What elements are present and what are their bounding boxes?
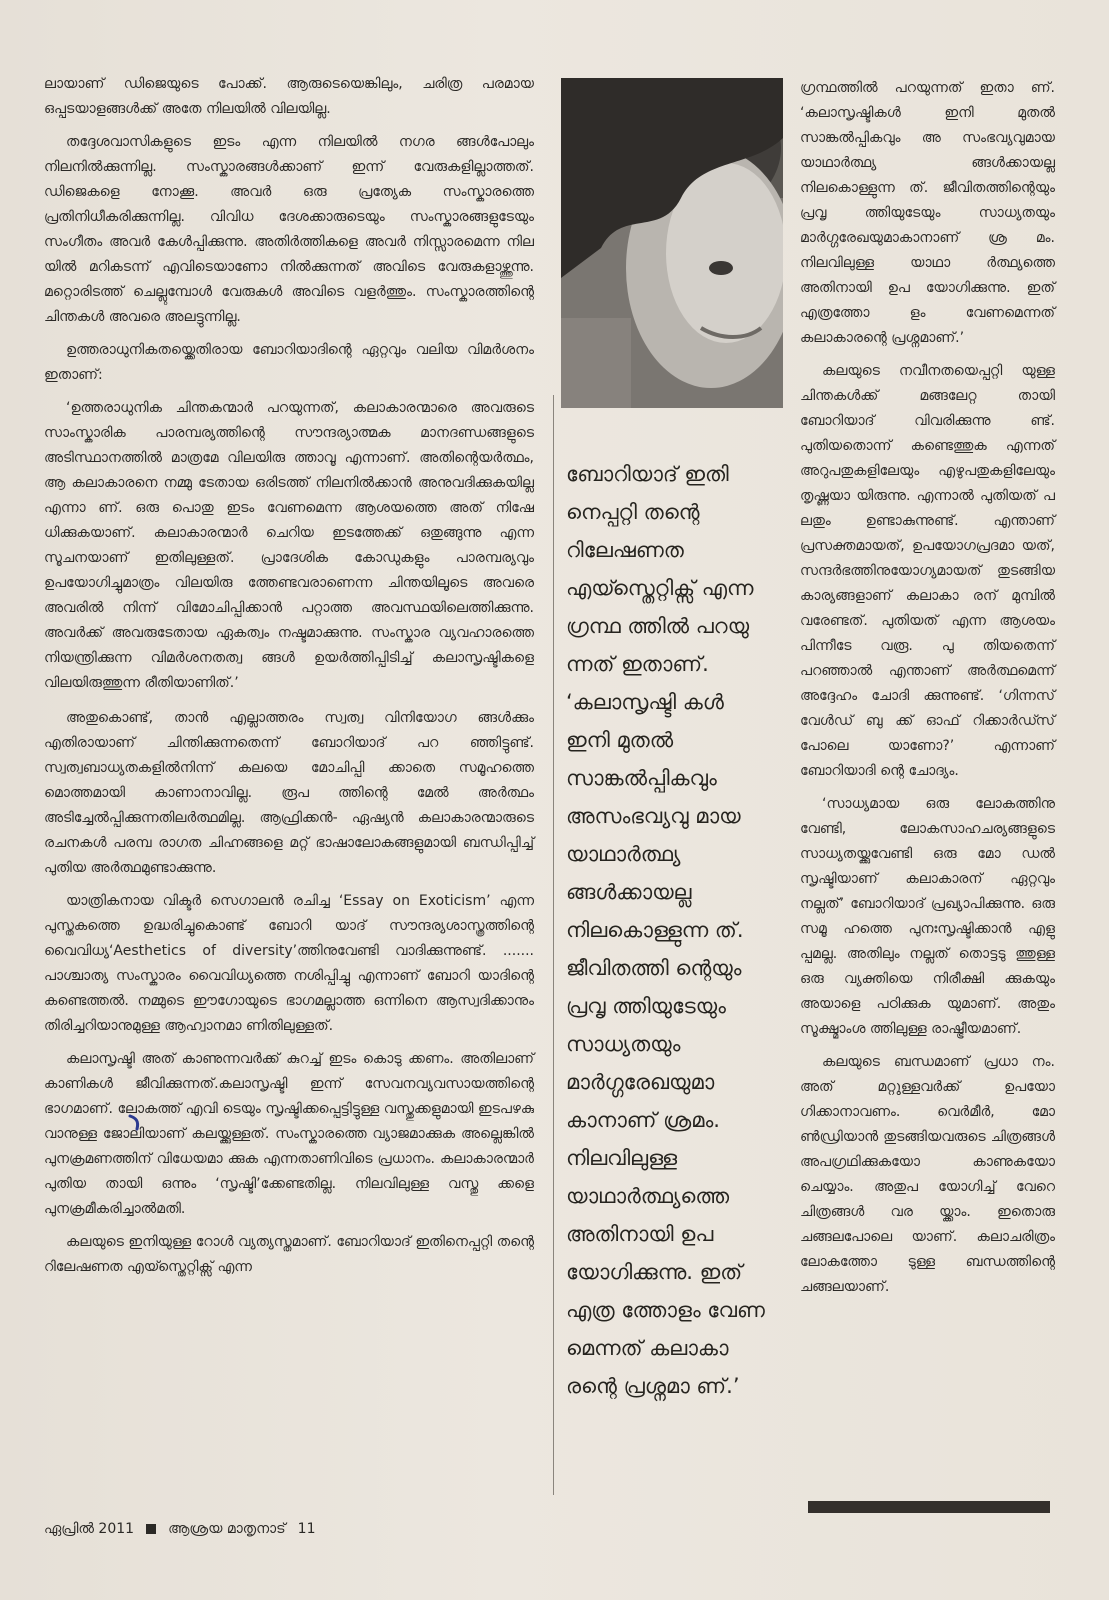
article-right-column <box>800 76 1055 1308</box>
page-number: 11 <box>297 1521 316 1537</box>
paragraph: കലയുടെ നവീനതയെപ്പറ്റി യുള്ള ചിന്തകൾക്ക് മങ്ങലേറ്റ തായി ബോറിയാദ് വിവരിക്കുന്നു ണ്ട്. പുതിയതൊന്ന് കണ്ടെത്തുക എന്നത് അറുപതുകളിലേയും എഴുപതുകളിലേയും തൃഷ്ണയാ യിരുന്നു. എന്നാൽ പുതിയത് പ ലതും ഉണ്ടാകുന്നുണ്ട്. എന്താണ് പ്രസക്തമായത്, ഉപയോഗപ്രദമാ യത്, സന്ദർഭത്തിനുയോഗ്യമായത് തുടങ്ങിയ കാര്യങ്ങളാണ് കലാകാ രന് മുമ്പിൽ വരേണ്ടത്. പുതിയത് എന്ന ആശയം പിന്നീടേ വരൂ. പു തിയതെന്ന് പറഞ്ഞാൽ എന്താണ് അർത്ഥമെന്ന് അദ്ദേഹം ചോദി ക്കുന്നുണ്ട്. ‘ഗിന്നസ് വേൾഡ് ബു ക്ക് ഓഫ് റിക്കാർഡ്സ് പോലെ യാണോ?’ എന്നാണ് ബോറിയാദി ന്റെ ചോദ്യം. <box>800 363 1055 779</box>
pen-mark-icon <box>127 1112 147 1132</box>
paragraph: കലാസൃഷ്ടി അത് കാണുന്നവർക്ക് കുറച്ച് ഇടം കൊടു ക്കണം. അതിലാണ് കാണികൾ ജീവിക്കുന്നത്.കലാസൃഷ്ടി ഇന്ന് സേവനവ്യവസായത്തിന്റെ ഭാഗമാണ്. ലോകത്ത് എവി ടെയും സൃഷ്ടിക്കപ്പെട്ടിട്ടുള്ള വസ്തുക്കളുമായി ഇടപഴകു വാനുള്ള ജോലിയാണ് കലയ്ക്കുള്ളത്. സംസ്കാരത്തെ വ്യാജമാക്കുക അല്ലെങ്കിൽ പുനക്രമണത്തിന് വിധേയമാ ക്കുക എന്നതാണിവിടെ പ്രധാനം. കലാകാരന്മാർ പുതിയ തായി ഒന്നും ‘സൃഷ്ടി’ക്കേണ്ടതില്ല. നിലവിലുള്ള വസ്തു ക്കളെ പുനക്രമീകരിച്ചാൽമതി. <box>44 1051 534 1217</box>
publication-name: ആശ്രയ മാതൃനാട് <box>168 1521 286 1537</box>
paragraph: അതുകൊണ്ട്, താൻ എല്ലാത്തരം സ്വത്വ വിനിയോഗ ങ്ങൾക്കും എതിരായാണ് ചിന്തിക്കുന്നതെന്ന് ബോറിയാദ് പറ ഞ്ഞിട്ടുണ്ട്. സ്വത്വബാധ്യതകളിൽനിന്ന് കലയെ മോചിപ്പി ക്കാതെ സമൂഹത്തെ മൊത്തമായി കാണാനാവില്ല. രൂപ ത്തിന്റെ മേൽ അർത്ഥം അടിച്ചേൽപ്പിക്കുന്നതിലർത്ഥമില്ല. ആഫ്രിക്കൻ- ഏഷ്യൻ കലാകാരന്മാരുടെ രചനകൾ പരമ്പ രാഗത ചിഹ്നങ്ങളെ മറ്റ് ഭാഷാലോകങ്ങളുമായി ബന്ധിപ്പിച്ച് പുതിയ അർത്ഥമുണ്ടാക്കുന്നു. <box>44 710 534 876</box>
block-quote: ‘ഉത്തരാധുനിക ചിന്തകന്മാർ പറയുന്നത്, കലാകാരന്മാരെ അവരുടെ സാംസ്കാരിക പാരമ്പര്യത്തിന്റെ സൗന്ദര്യാത്മക മാനദണ്ഡങ്ങളുടെ അടിസ്ഥാനത്തിൽ മാത്രമേ വിലയിരു ത്താവൂ എന്നാണ്. അതിന്റെയർത്ഥം, ആ കലാകാരനെ നമ്മു ടേതായ ഒരിടത്ത് നിലനിൽക്കാൻ അനുവദിക്കുകയില്ല എന്നാ ണ്. ഒരു പൊതു ഇടം വേണമെന്ന ആശയത്തെ അത് നിഷേ ധിക്കുകയാണ്. കലാകാരന്മാർ ചെറിയ ഇടത്തേക്ക് ഒതുങ്ങുന്നു എന്ന സൂചനയാണ് ഇതിലുള്ളത്. പ്രാദേശിക കോഡുകളും പാരമ്പര്യവും ഉപയോഗിച്ചുമാത്രം വിലയിരു ത്തേണ്ടവരാണെന്ന ചിന്തയിലൂടെ അവരെ അവരിൽ നിന്ന് വിമോചിപ്പിക്കാൻ പറ്റാത്ത അവസ്ഥയിലെത്തിക്കുന്നു. അവർക്ക് അവരുടേതായ ഏകത്വം നഷ്ടമാക്കുന്നു. സംസ്കാര വ്യവഹാരത്തെ നിയന്ത്രിക്കുന്ന വിമർശനതത്വ ങ്ങൾ ഉയർത്തിപ്പിടിച്ച് കലാസൃഷ്ടികളെ വിലയിരുത്തുന്ന രീതിയാണിത്.’ <box>44 400 534 691</box>
pull-quote-text: ബോറിയാദ് ഇതി നെപ്പറ്റി തന്റെ റിലേഷണത എയ്സ്തെറ്റിക്സ് എന്ന ഗ്രന്ഥ ത്തിൽ പറയു ന്നത് ഇതാണ്. ‘കലാസൃഷ്ടി കൾ ഇനി മുതൽ സാങ്കൽപ്പികവും അസംഭവ്യവു മായ യാഥാർത്ഥ്യ ങ്ങൾക്കായല്ല നിലകൊള്ളുന്ന ത്. ജീവിതത്തി ന്റെയും പ്രവൃ ത്തിയുടേയും സാധ്യതയും മാർഗ്ഗരേഖയുമാ കാനാണ് ശ്രമം. നിലവിലുള്ള യാഥാർത്ഥ്യത്തെ അതിനായി ഉപ യോഗിക്കുന്നു. ഇത് എത്ര ത്തോളം വേണ മെന്നത് കലാകാ രന്റെ പ്രശ്നമാ ണ്.’ <box>566 462 765 1398</box>
author-portrait-photo <box>561 78 783 408</box>
article-left-column <box>44 72 534 1288</box>
paragraph: ഉത്തരാധുനികതയ്ക്കെതിരായ ബോറിയാദിന്റെ ഏറ്റവും വലിയ വിമർശനം ഇതാണ്: <box>44 342 534 383</box>
paragraph: ഗ്രന്ഥത്തിൽ പറയുന്നത് ഇതാ ണ്. ‘കലാസൃഷ്ടികൾ ഇനി മുതൽ സാങ്കൽപ്പികവും അ സംഭവ്യവുമായ യാഥാർത്ഥ്യ ങ്ങൾക്കായല്ല നിലകൊള്ളുന്ന ത്. ജീവിതത്തിന്റെയും പ്രവൃ ത്തിയുടേയും സാധ്യതയും മാർഗ്ഗരേഖയുമാകാനാണ് ശ്ര മം. നിലവിലുള്ള യാഥാ ർത്ഥ്യത്തെ അതിനായി ഉപ യോഗിക്കുന്നു. ഇത് എത്രത്തോ ളം വേണമെന്നത് കലാകാരന്റെ പ്രശ്നമാണ്.’ <box>800 80 1055 346</box>
paragraph: കലയുടെ ബന്ധമാണ് പ്രധാ നം. അത് മറ്റുള്ളവർക്ക് ഉപയോ ഗിക്കാനാവണം. വെർമീർ, മോ ൺഡ്രിയാൻ തുടങ്ങിയവരുടെ ചിത്രങ്ങൾ അപഗ്രഥിക്കുകയോ കാണുകയോ ചെയ്യാം. അതുപ യോഗിച്ച് വേറെ ചിത്രങ്ങൾ വര യ്ക്കാം. ഇതൊരു ചങ്ങലപോലെ യാണ്. കലാചരിത്രം ലോകത്തോ ടുള്ള ബന്ധത്തിന്റെ ചങ്ങലയാണ്. <box>800 1054 1055 1295</box>
paragraph: കലയുടെ ഇനിയുള്ള റോൾ വ്യത്യസ്തമാണ്. ബോറിയാദ് ഇതിനെപ്പറ്റി തന്റെ റിലേഷണത എയ്സ്തെറ്റിക്സ് എന്ന <box>44 1234 534 1275</box>
pull-quote <box>566 455 771 1405</box>
paragraph: യാത്രികനായ വിക്ടർ സെഗാലൻ രചിച്ച ‘Essay on Exoticism’ എന്ന പുസ്തകത്തെ ഉദ്ധരിച്ചുകൊണ്ട് ബോറി യാദ് സൗന്ദര്യശാസ്ത്രത്തിന്റെ വൈവിധ്യ‘Aesthetics of diversity’ത്തിനുവേണ്ടി വാദിക്കുന്നുണ്ട്. ....... പാശ്ചാത്യ സംസ്കാരം വൈവിധ്യത്തെ നശിപ്പിച്ചു എന്നാണ് ബോറി യാദിന്റെ കണ്ടെത്തൽ. നമ്മുടെ ഈഗോയുടെ ഭാഗമല്ലാത്ത ഒന്നിനെ ആസ്വദിക്കാനും തിരിച്ചറിയാനുമുള്ള ആഹ്വാനമാ ണിതിലുള്ളത്. <box>44 893 534 1034</box>
paragraph: ലായാണ് ഡിജെയുടെ പോക്ക്. ആരുടെയെങ്കിലും, ചരിത്ര പരമായ ഒപ്പടയാളങ്ങൾക്ക് അതേ നിലയിൽ വിലയില്ല. <box>44 76 534 117</box>
square-bullet-icon <box>146 1524 156 1534</box>
paragraph: തദ്ദേശവാസികളുടെ ഇടം എന്ന നിലയിൽ നഗര ങ്ങൾപോലും നിലനിൽക്കുന്നില്ല. സംസ്കാരങ്ങൾക്കാണ് ഇന്ന് വേരുകളില്ലാത്തത്. ഡിജെകളെ നോക്കൂ. അവർ ഒരു പ്രത്യേക സംസ്കാരത്തെ പ്രതിനിധീകരിക്കുന്നില്ല. വിവിധ ദേശക്കാരുടെയും സംസ്കാരങ്ങളുടേയും സംഗീതം അവർ കേൾപ്പിക്കുന്നു. അതിർത്തികളെ അവർ നിസ്സാരമെന്ന നില യിൽ മറികടന്ന് എവിടെയാണോ നിൽക്കുന്നത് അവിടെ വേരുകളാഴ്ത്തുന്നു. മറ്റൊരിടത്ത് ചെല്ലുമ്പോൾ വേരുകൾ അവിടെ വളർത്തും. സംസ്കാരത്തിന്റെ ചിന്തകൾ അവരെ അലട്ടുന്നില്ല. <box>44 134 534 325</box>
page-footer <box>44 1521 524 1537</box>
issue-date: ഏപ്രിൽ 2011 <box>44 1521 135 1537</box>
column-divider <box>553 395 554 1495</box>
paragraph: ‘സാധ്യമായ ഒരു ലോകത്തിനു വേണ്ടി, ലോകസാഹചര്യങ്ങളുടെ സാധ്യതയ്ക്കുവേണ്ടി ഒരു മോ ഡൽ സൃഷ്ടിയാണ് കലാകാരന് ഏറ്റവും നല്ലത്’ ബോറിയാദ് പ്രഖ്യാപിക്കുന്നു. ഒരു സമൂ ഹത്തെ പുനഃസൃഷ്ടിക്കാൻ എളു പ്പമല്ല. അതിലും നല്ലത് തൊട്ടടു ത്തുള്ള ഒരു വ്യക്തിയെ നിരീക്ഷി ക്കുകയും അയാളെ പഠിക്കുക യുമാണ്. അതും സൂക്ഷ്മാംശ ത്തിലുള്ള രാഷ്ട്രീയമാണ്. <box>800 796 1055 1037</box>
article-end-bar <box>808 1501 1050 1513</box>
